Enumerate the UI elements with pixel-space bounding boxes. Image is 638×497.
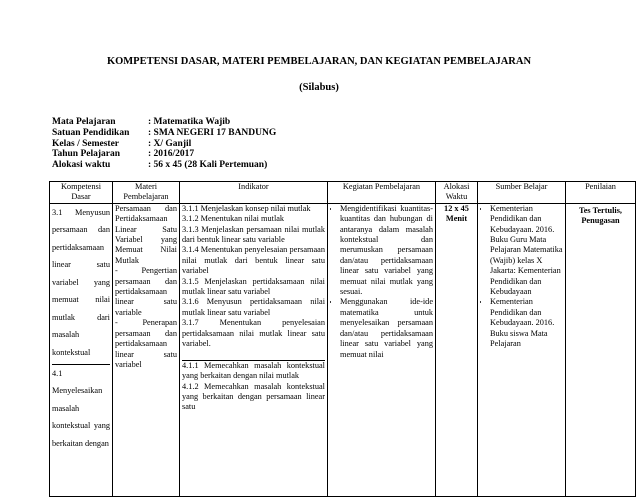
meta-row-class: [52, 139, 276, 150]
syllabus-meta: [52, 117, 276, 171]
cell-materi: [113, 203, 180, 496]
kegiatan-item: • Menggunakan ide-ide matematika untuk menyelesaikan persamaan dan/atau pertidaksamaan linear satu variabel yang memuat nilai: [340, 297, 433, 359]
sumber-item: • Kementerian Pendidikan dan Kebudayaan. 2016. Buku Guru Mata Pelajaran Matematika (Wajib) kelas X Jakarta: Kementerian Pendidikan dan Kebudayaan: [490, 204, 563, 298]
indikator-item: 3.1.2 Menentukan nilai mutlak: [182, 214, 285, 224]
indikator-item: 3.1.5 Menjelaskan pertidaksamaan nilai mutlak linear satu variabel: [182, 276, 325, 297]
kd-3-1: 3.1 Menyusun persamaan dan pertidaksamaan linear satu variabel yang memuat nilai mutlak dari masalah kontekstual: [52, 207, 110, 357]
indikator-item: 3.1.1 Menjelaskan konsep nilai mutlak: [182, 203, 311, 213]
cell-alokasi: [436, 203, 478, 496]
header-alokasi: Alokasi Waktu: [436, 182, 478, 204]
meta-label: Satuan Pendidikan: [52, 127, 130, 138]
meta-value: : SMA NEGERI 17 BANDUNG: [148, 127, 277, 138]
indikator-item: 3.1.7 Menentukan penyelesaian pertidaksamaan nilai mutlak linear satu variabel.: [182, 318, 325, 349]
indikator-item: 3.1.6 Menyusun pertidaksamaan nilai mutlak linear satu variabel: [182, 297, 325, 317]
table-row: [50, 203, 636, 496]
materi-item: - Pengertian persamaan dan pertidaksamaan linear satu variable: [115, 266, 177, 317]
alokasi-value: 12 x 45 Menit: [444, 203, 469, 224]
table-header-row: [50, 182, 636, 204]
header-penilaian: Penilaian: [566, 182, 636, 204]
meta-value: : X/ Ganjil: [148, 138, 192, 149]
indikator-item: 3.1.3 Menjelaskan persamaan nilai mutlak dari bentuk linear satu variable: [182, 224, 325, 245]
meta-label: Mata Pelajaran: [52, 117, 116, 127]
materi-item: Persamaan dan Pertidaksamaan Linear Satu Variabel yang Memuat Nilai Mutlak: [115, 203, 177, 265]
meta-value: : 2016/2017: [148, 149, 195, 160]
cell-sumber: [478, 203, 566, 496]
meta-row-time: [52, 160, 276, 171]
meta-label: Kelas / Semester: [52, 138, 120, 149]
header-sumber: Sumber Belajar: [478, 182, 566, 204]
indikator-item: 4.1.2 Memecahkan masalah kontekstual yang berkaitan dengan persamaan linear satu: [182, 381, 325, 412]
document-title: KOMPETENSI DASAR, MATERI PEMBELAJARAN, DAN KEGIATAN PEMBELAJARAN: [106, 56, 532, 67]
materi-item: - Penerapan persamaan dan pertidaksamaan linear satu variabel: [115, 318, 177, 369]
meta-value: : Matematika Wajib: [148, 117, 231, 127]
meta-label: Tahun Pelajaran: [52, 149, 121, 160]
meta-label: Alokasi waktu: [52, 160, 111, 171]
header-kegiatan: Kegiatan Pembelajaran: [328, 182, 436, 204]
kd-4-1: 4.1 Menyelesaikan masalah kontekstual yang berkaitan dengan: [52, 364, 110, 453]
sumber-item: • Kementerian Pendidikan dan Kebudayaan. 2016. Buku siswa Mata Pelajaran: [490, 297, 563, 349]
syllabus-table: [49, 181, 636, 497]
header-materi: Materi Pembelajaran: [113, 182, 180, 204]
meta-row-year: [52, 149, 276, 160]
meta-row-school: [52, 128, 276, 139]
cell-indikator: [180, 203, 328, 496]
cell-penilaian: [566, 203, 636, 496]
document-subtitle: (Silabus): [299, 82, 339, 93]
cell-kompetensi-dasar: [50, 203, 113, 496]
header-kompetensi-dasar: Kompetensi Dasar: [50, 182, 113, 204]
indikator-item: 3.1.4 Menentukan penyelesaian persamaan nilai mutlak dari bentuk linear satu variabel: [182, 245, 325, 276]
meta-value: : 56 x 45 (28 Kali Pertemuan): [148, 160, 268, 171]
indikator-item: 4.1.1 Memecahkan masalah kontekstual yang berkaitan dengan nilai mutlak: [182, 360, 325, 381]
header-indikator: Indikator: [180, 182, 328, 204]
cell-kegiatan: [328, 203, 436, 496]
meta-row-subject: [52, 117, 276, 128]
penilaian-value: Tes Tertulis, Penugasan: [578, 205, 623, 226]
kegiatan-item: • Mengidentifikasi kuantitas-kuantitas dan hubungan di antaranya dalam masalah kontekstual dan merumuskan persamaan dan/atau pertidaksamaan linear satu variabel yang memuat nilai mutlak yang sesuai.: [340, 204, 433, 298]
